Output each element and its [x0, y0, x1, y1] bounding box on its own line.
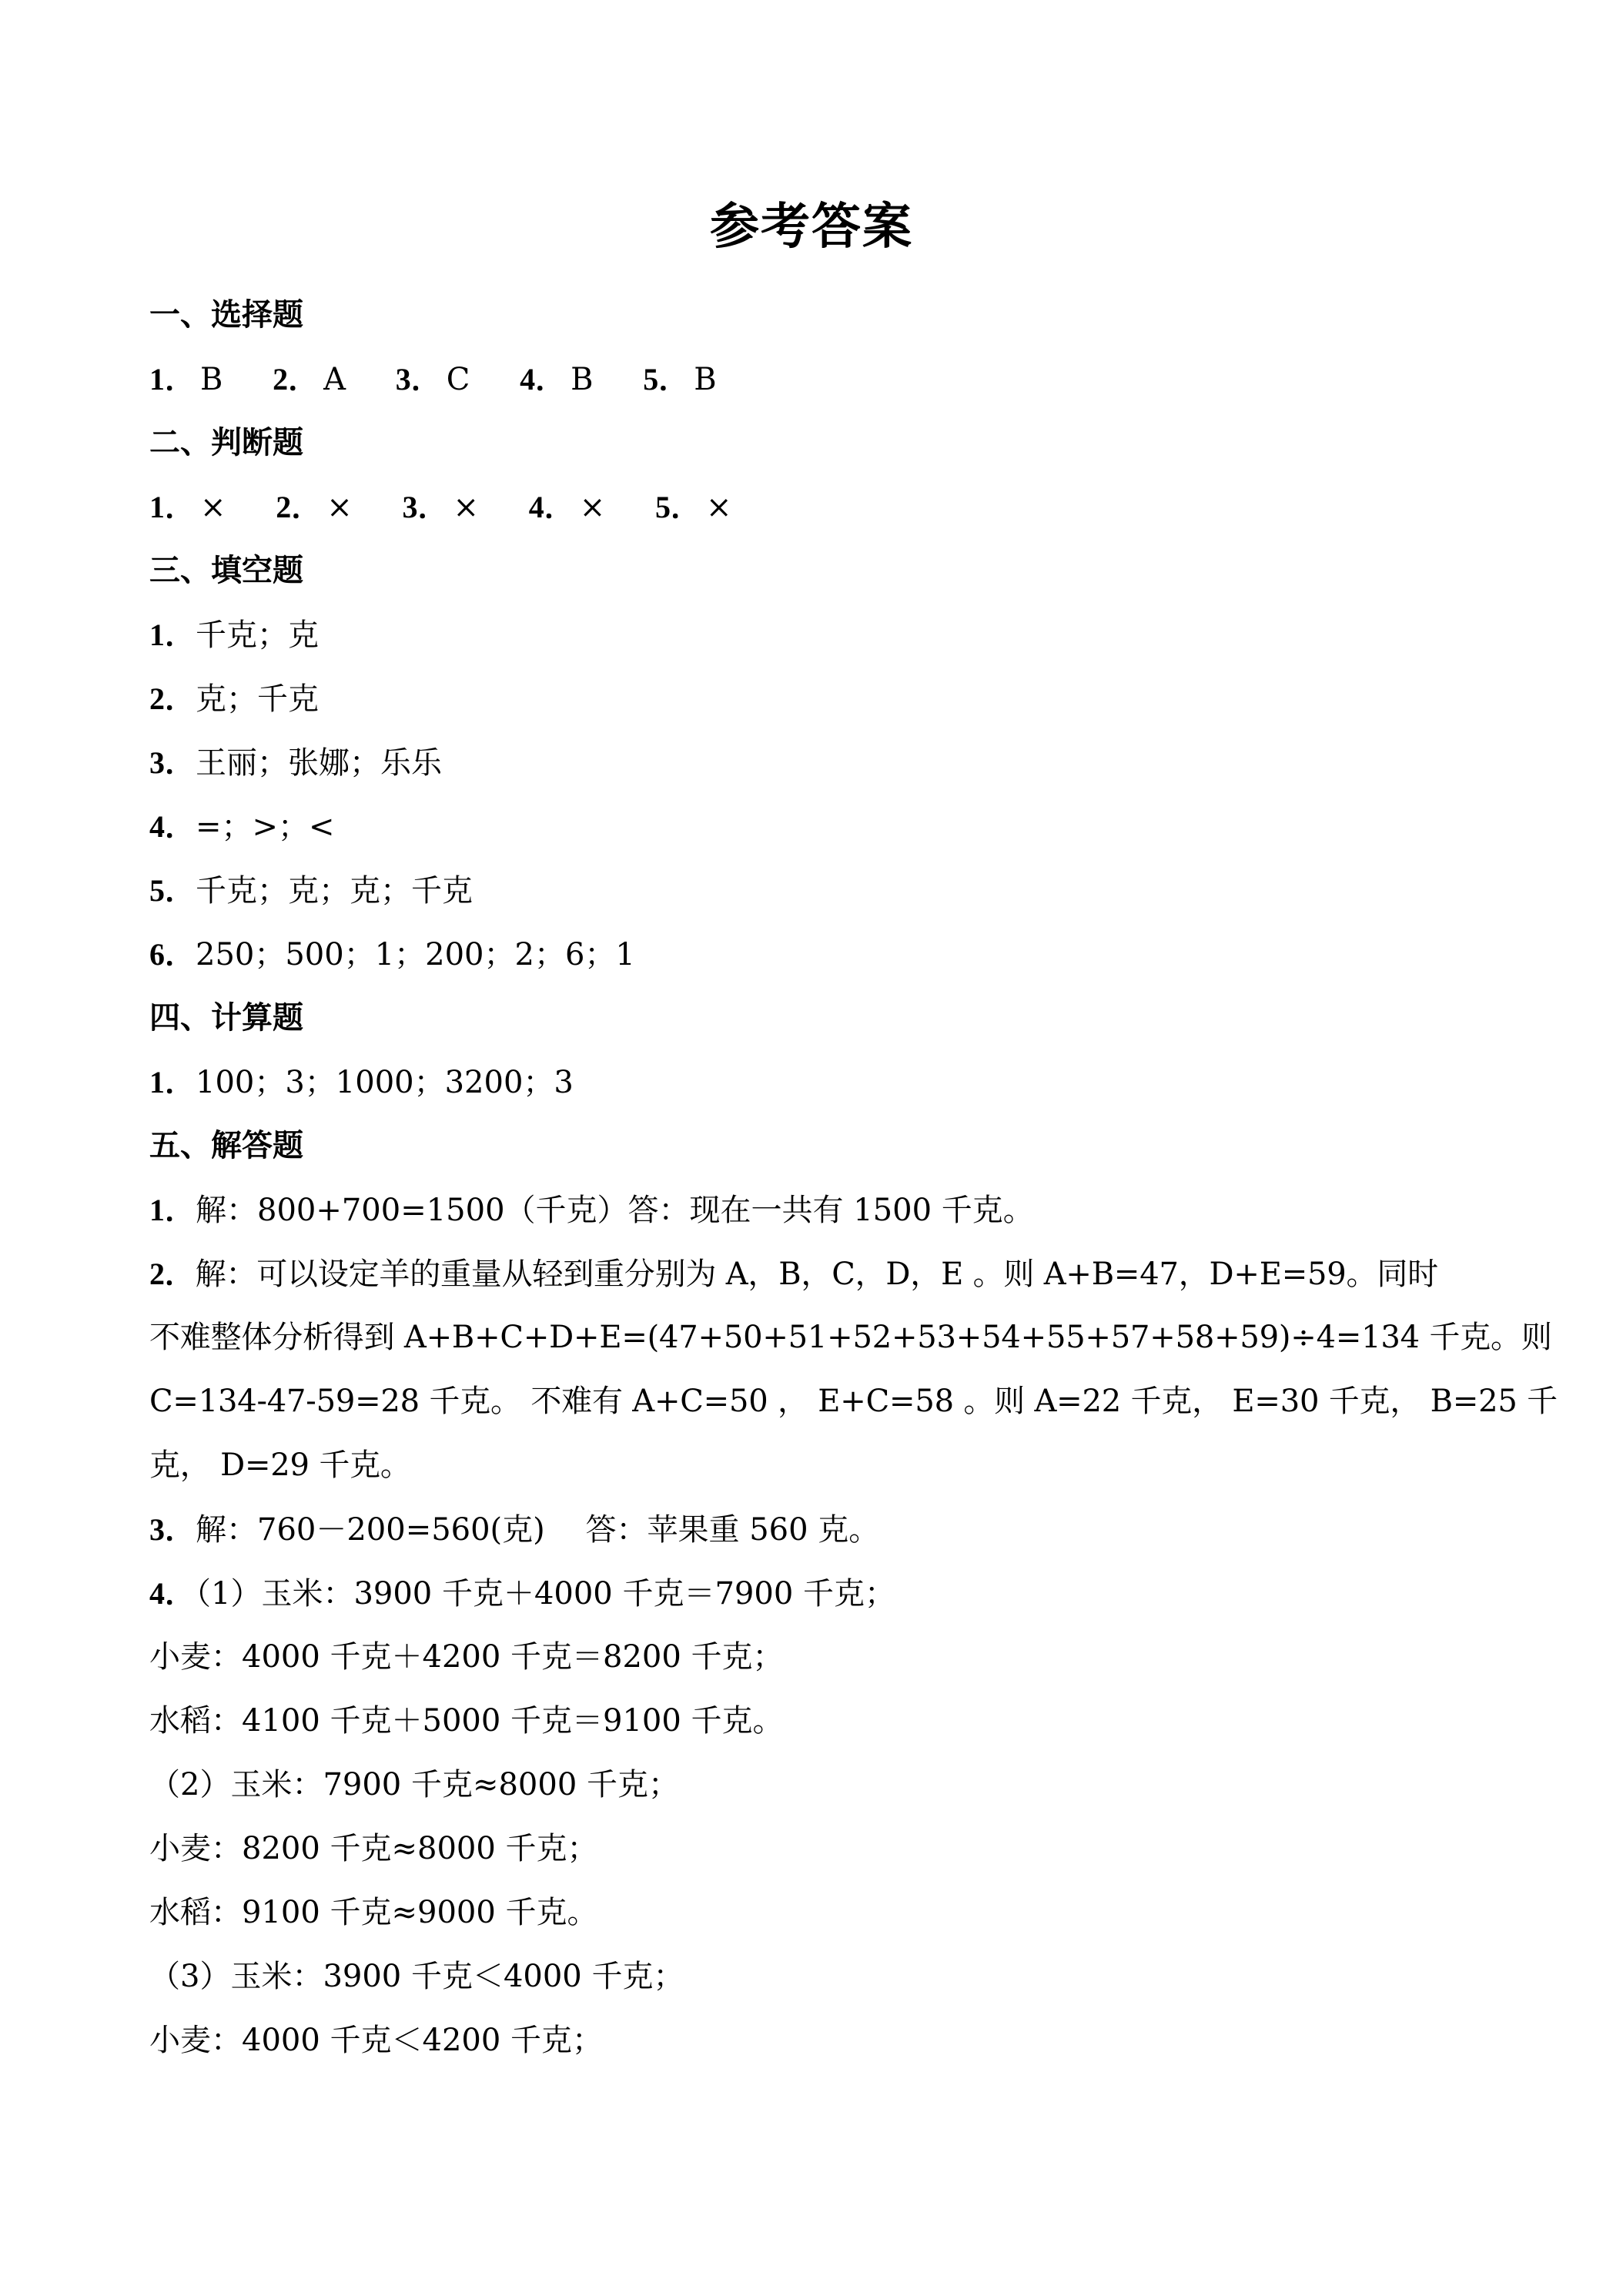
- section-heading-solution: 五、解答题: [149, 1128, 303, 1163]
- fill-blank-item: 1．千克；克: [149, 618, 319, 653]
- solution-q2-line: C=134-47-59=28 千克。 不难有 A+C=50 ， E+C=58 。则 A=22 千克， E=30 千克， B=25 千: [149, 1384, 1558, 1419]
- solution-q4-line: 4．（1）玉米：3900 千克＋4000 千克＝7900 千克；: [149, 1576, 895, 1612]
- calculation-item: 1．100；3；1000；3200；3: [149, 1065, 574, 1100]
- section-heading-judgment: 二、判断题: [149, 425, 303, 460]
- judgment-item: 1． ×: [149, 490, 226, 525]
- solution-q2-line: 克， D=29 千克。: [149, 1448, 411, 1483]
- solution-q2-line: 不难整体分析得到 A+B+C+D+E=(47+50+51+52+53+54+55+57+58+59)÷4=134 千克。则: [149, 1320, 1552, 1355]
- solution-q2-line: 2．解：可以设定羊的重量从轻到重分别为 A，B，C，D，E 。则 A+B=47，D+E=59。同时: [149, 1257, 1438, 1292]
- fill-blank-item: 4．=；>；<: [149, 809, 335, 845]
- section-heading-fill-blank: 三、填空题: [149, 553, 303, 588]
- fill-blank-item: 5．千克；克；克；千克: [149, 873, 473, 909]
- fill-blank-item: 2．克；千克: [149, 681, 319, 717]
- solution-q4-line: （3）玉米：3900 千克＜4000 千克；: [149, 1959, 684, 1994]
- choice-answers: [149, 347, 1474, 411]
- fill-blank-item: 3．王丽；张娜；乐乐: [149, 745, 442, 781]
- solution-q4-line: 小麦：4000 千克＋4200 千克＝8200 千克；: [149, 1639, 784, 1675]
- answer-body: [149, 283, 1558, 2073]
- page-title: 参考答案: [710, 199, 913, 256]
- choice-item: 2． A: [273, 362, 346, 397]
- choice-item: 1． B: [149, 362, 223, 397]
- solution-q4-line: 小麦：4000 千克＜4200 千克；: [149, 2023, 604, 2058]
- solution-q4-line: 水稻：4100 千克＋5000 千克＝9100 千克。: [149, 1703, 784, 1739]
- solution-q4-line: 小麦：8200 千克≈8000 千克；: [149, 1831, 598, 1866]
- choice-item: 4． B: [520, 362, 594, 397]
- section-heading-choice: 一、选择题: [149, 297, 303, 333]
- solution-q3: 3．解：760－200=560(克) 答：苹果重 560 克。: [149, 1512, 880, 1548]
- judgment-item: 2． ×: [276, 490, 353, 525]
- judgment-answers: [149, 475, 1474, 539]
- choice-item: 3． C: [395, 362, 470, 397]
- judgment-item: 3． ×: [402, 490, 479, 525]
- judgment-item: 4． ×: [528, 490, 606, 525]
- section-heading-calculation: 四、计算题: [149, 1000, 303, 1036]
- choice-item: 5． B: [643, 362, 717, 397]
- solution-q1: 1．解：800+700=1500（千克）答：现在一共有 1500 千克。: [149, 1193, 1034, 1228]
- solution-q4-line: （2）玉米：7900 千克≈8000 千克；: [149, 1767, 679, 1802]
- fill-blank-item: 6．250；500；1；200；2；6；1: [149, 937, 635, 972]
- solution-q4-line: 水稻：9100 千克≈9000 千克。: [149, 1895, 598, 1930]
- judgment-item: 5． ×: [654, 490, 732, 525]
